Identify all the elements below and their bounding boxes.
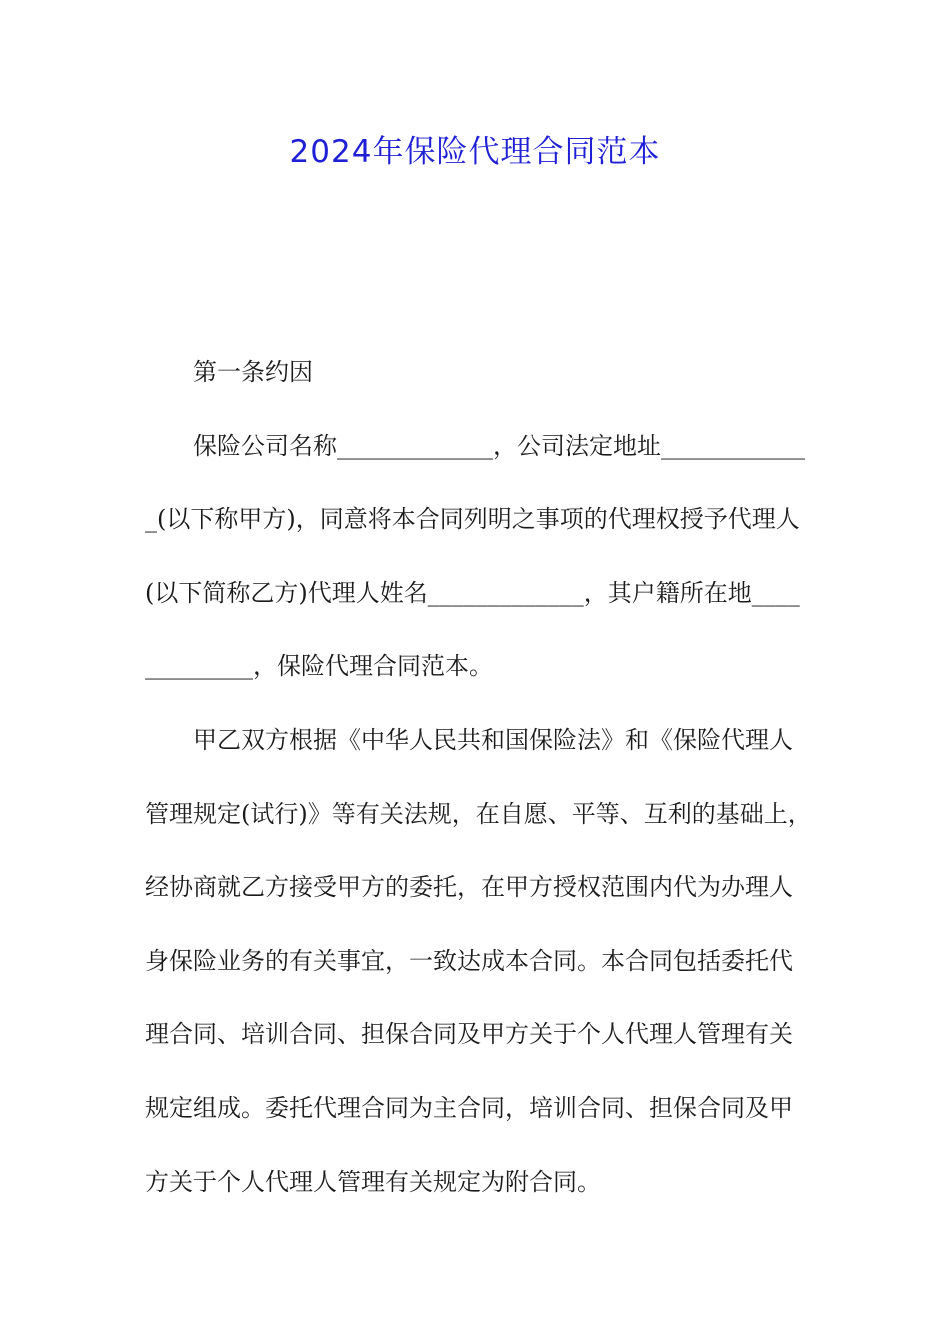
paragraph-line: 身保险业务的有关事宜，一致达成本合同。本合同包括委托代 <box>145 946 793 975</box>
paragraph-line: 甲乙双方根据《中华人民共和国保险法》和《保险代理人 <box>193 725 793 754</box>
paragraph-line: 保险公司名称_____________，公司法定地址____________ <box>193 431 805 460</box>
document-title: 2024年保险代理合同范本 <box>289 134 661 170</box>
paragraph-line: 理合同、培训合同、担保合同及甲方关于个人代理人管理有关 <box>145 1020 793 1049</box>
paragraph-line: 方关于个人代理人管理有关规定为附合同。 <box>145 1167 601 1196</box>
paragraph-line: _________，保险代理合同范本。 <box>145 652 493 681</box>
section-heading: 第一条约因 <box>193 358 313 386</box>
document-body <box>145 336 812 1219</box>
paragraph-line: 管理规定(试行)》等有关法规，在自愿、平等、互利的基础上， <box>145 799 812 828</box>
paragraph-line: 规定组成。委托代理合同为主合同，培训合同、担保合同及甲 <box>145 1093 793 1122</box>
paragraph-line: (以下简称乙方)代理人姓名_____________，其户籍所在地____ <box>145 578 800 607</box>
paragraph-line: 经协商就乙方接受甲方的委托，在甲方授权范围内代为办理人 <box>145 873 793 902</box>
paragraph-line: _(以下称甲方)，同意将本合同列明之事项的代理权授予代理人 <box>145 505 800 534</box>
